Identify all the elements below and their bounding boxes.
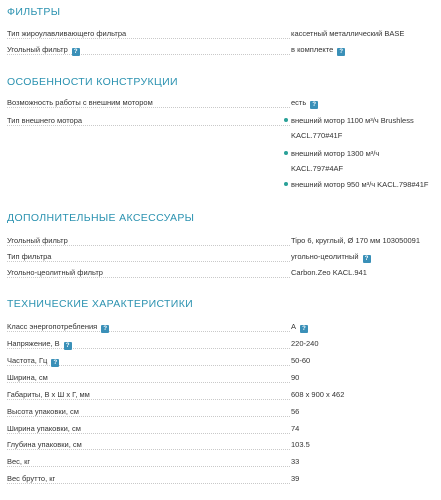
spec-row: [7, 45, 434, 57]
external-motor-name: внешний мотор 950 м³/ч KACL.798#41F: [291, 180, 429, 189]
spec-label: Ширина упаковки, см: [7, 424, 84, 433]
help-icon[interactable]: ?: [51, 359, 59, 367]
spec-value: Carbon.Zeo KACL.941: [291, 268, 367, 277]
spec-label: Угольно-цеолитный фильтр: [7, 268, 106, 277]
help-icon[interactable]: ?: [72, 48, 80, 56]
help-icon[interactable]: ?: [64, 342, 72, 350]
section-title-tech-specs: ТЕХНИЧЕСКИЕ ХАРАКТЕРИСТИКИ: [7, 298, 194, 310]
external-motor-name: внешний мотор 1100 м³/ч Brushless: [291, 116, 414, 125]
spec-value: 39: [291, 474, 300, 483]
bullet-icon: [284, 151, 288, 155]
spec-label: Вес брутто, кг: [7, 474, 58, 483]
spec-row: [7, 98, 434, 110]
help-icon[interactable]: ?: [363, 255, 371, 263]
help-icon[interactable]: ?: [101, 325, 109, 333]
spec-label: Частота, Гц: [7, 356, 48, 365]
spec-value: A: [291, 322, 297, 331]
spec-label: Угольный фильтр: [7, 45, 68, 54]
spec-value: 74: [291, 424, 300, 433]
dotted-leader: [7, 466, 290, 467]
spec-row: [7, 339, 434, 351]
spec-row: [7, 407, 434, 419]
spec-value: 608 x 900 x 462: [291, 390, 345, 399]
spec-label: Возможность работы с внешним мотором: [7, 98, 156, 107]
spec-label: Тип жироулавливающего фильтра: [7, 29, 129, 38]
external-motor-code: KACL.770#41F: [291, 131, 343, 140]
spec-row: [7, 390, 434, 402]
spec-value: 56: [291, 407, 300, 416]
spec-label: Угольный фильтр: [7, 236, 71, 245]
help-icon[interactable]: ?: [300, 325, 308, 333]
external-motor-option[interactable]: [284, 149, 379, 159]
spec-value: есть: [291, 98, 307, 107]
spec-value: 50-60: [291, 356, 311, 365]
spec-row: [7, 268, 434, 280]
bullet-icon: [284, 182, 288, 186]
spec-value: 90: [291, 373, 300, 382]
spec-row: [7, 356, 434, 368]
spec-value: в комплекте: [291, 45, 334, 54]
spec-label: Тип внешнего мотора: [7, 116, 85, 125]
external-motor-code: KACL.797#4AF: [291, 164, 344, 173]
section-title-filters: ФИЛЬТРЫ: [7, 6, 61, 18]
external-motor-option[interactable]: [284, 116, 414, 126]
section-title-accessories: ДОПОЛНИТЕЛЬНЫЕ АКСЕССУАРЫ: [7, 212, 195, 224]
spec-label: Ширина, см: [7, 373, 51, 382]
spec-value: Tipo 6, круглый, Ø 170 мм 103050091: [291, 236, 420, 245]
spec-row: [7, 457, 434, 469]
external-motor-name: внешний мотор 1300 м³/ч: [291, 149, 380, 158]
spec-label: Напряжение, В: [7, 339, 60, 348]
spec-label: Высота упаковки, см: [7, 407, 82, 416]
spec-label: Габариты, В х Ш х Г, мм: [7, 390, 93, 399]
help-icon[interactable]: ?: [310, 101, 318, 109]
spec-label: Класс энергопотребления: [7, 322, 98, 331]
spec-row: [7, 322, 434, 334]
spec-row: [7, 29, 434, 41]
spec-row: [7, 236, 434, 248]
spec-value: 220-240: [291, 339, 319, 348]
spec-row: [7, 424, 434, 436]
help-icon[interactable]: ?: [337, 48, 345, 56]
spec-label: Вес, кг: [7, 457, 33, 466]
spec-value: 103.5: [291, 440, 310, 449]
spec-value: кассетный металлический BASE: [291, 29, 405, 38]
spec-value: 33: [291, 457, 300, 466]
spec-label: Тип фильтра: [7, 252, 54, 261]
spec-row: [7, 474, 434, 486]
spec-value: угольно-цеолитный: [291, 252, 359, 261]
spec-row: [7, 252, 434, 264]
external-motor-option[interactable]: [284, 180, 428, 190]
spec-label: Глубина упаковки, см: [7, 440, 85, 449]
section-title-design-features: ОСОБЕННОСТИ КОНСТРУКЦИИ: [7, 76, 178, 88]
bullet-icon: [284, 118, 288, 122]
spec-row: [7, 373, 434, 385]
spec-row: [7, 440, 434, 452]
